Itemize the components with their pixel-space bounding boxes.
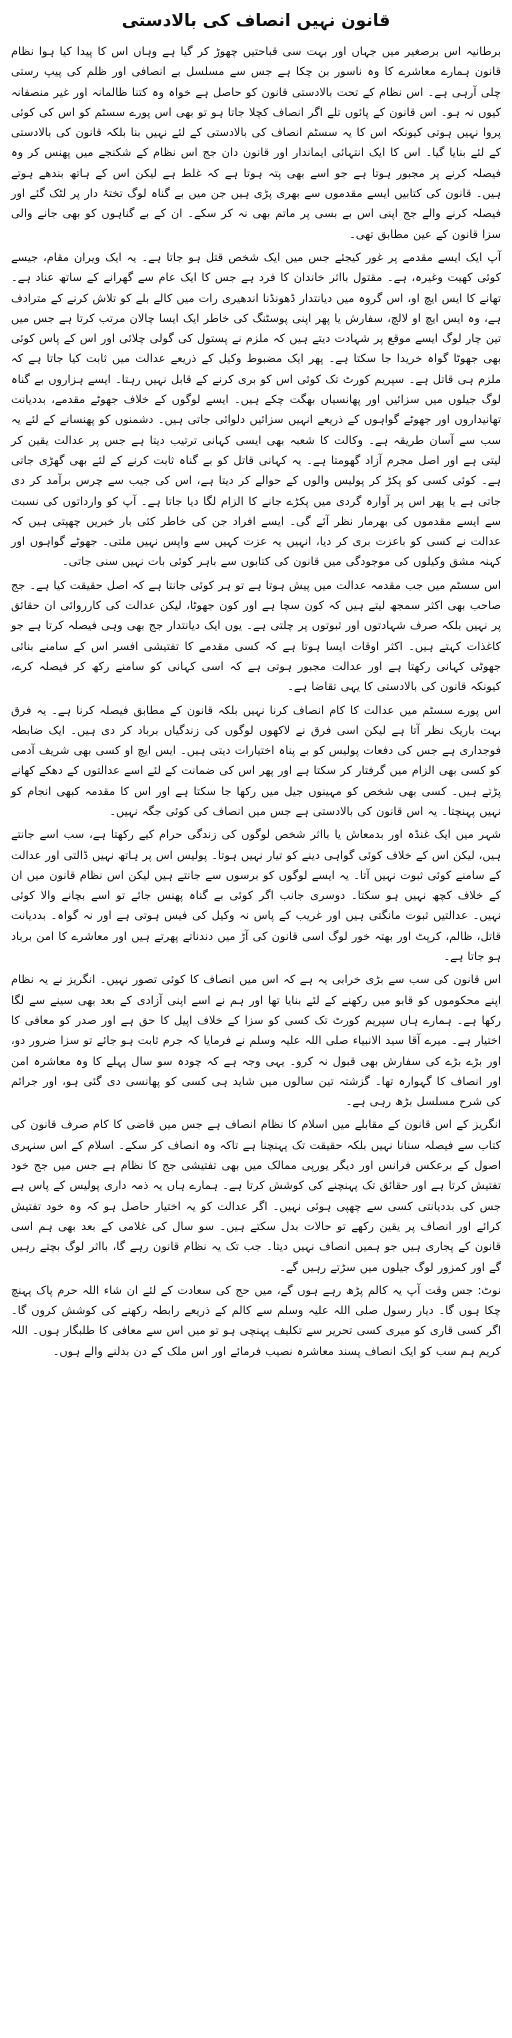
article-paragraph: برطانیہ اس برصغیر میں جہاں اور بہت سی قباحتیں چھوڑ کر گیا ہے وہاں اس کا پیدا کیا ہوا نظام قانون ہمارے معاشرے کا وہ ناسور بن چکا ہے جس سے مسلسل بے انصافی اور ظلم کی پیپ رستی چلی آرہی ہے۔ اس نظام کے تحت بالادستی قانون کو حاصل ہے خواہ وہ کتنا ظالمانہ اور غیر منصفانہ کیوں نہ ہو۔ اس قانون کے پائوں تلے اگر انصاف کچلا جاتا ہو تو بھی اس پورے سسٹم کو اس کی کوئی پروا نہیں ہوتی کیونکہ اس کا یہ سسٹم انصاف کی بالادستی کے لئے نہیں بنا بلکہ قانون کی بالادستی کے لئے بنایا گیا۔ اس کا ایک انتہائی ایماندار اور قانون دان جج اس نظام کے شکنجے میں پھنس کر وہ فیصلہ کرنے پر مجبور ہوتا ہے جو اسے بھی پتہ ہوتا ہے کہ غلط ہے لیکن اس کے ہاتھ بندھے ہوتے ہیں۔ قانون کی کتابیں ایسے مقدموں سے بھری پڑی ہیں جن میں بے گناہ لوگ تختۂ دار پر لٹک گئے اور فیصلہ کرنے والے جج اپنی اس بے بسی پر ماتم بھی نہ کر سکے۔ ان کے بے گناہوں کو بھی جانے والی سزا قانون کے عین مطابق تھی۔ xyxy=(11,45,501,241)
article-paragraph: انگریز کے اس قانون کے مقابلے میں اسلام کا نظام انصاف ہے جس میں قاضی کا کام صرف قانون کی کتاب سے فیصلہ سنانا نہیں بلکہ حقیقت تک پہنچنا ہے تاکہ وہ انصاف کر سکے۔ اسلام کے اس سنہری اصول کے برعکس فرانس اور دیگر یورپی ممالک میں بھی تفتیشی جج کا نظام ہے جس میں جج خود تفتیش کرتا ہے اور حقائق تک پہنچنے کی کوشش کرتا ہے۔ ہمارے ہاں یہ ذمہ داری پولیس کے پاس ہے جس کی بددیانتی کسی سے چھپی ہوئی نہیں۔ اگر عدالت کو یہ اختیار حاصل ہو کہ وہ خود تفتیش کرائے اور انصاف پر یقین رکھے تو حالات بدل سکتے ہیں۔ سو سال کی غلامی کے بعد بھی ہم اسی قانون کے پجاری ہیں جو ہمیں انصاف نہیں دیتا۔ جب تک یہ نظام قانون رہے گا، بااثر لوگ بچتے رہیں گے اور کمزور لوگ جیلوں میں سڑتے رہیں گے۔ xyxy=(11,1118,501,1274)
article-paragraph: اس قانون کی سب سے بڑی خرابی یہ ہے کہ اس میں انصاف کا کوئی تصور نہیں۔ انگریز نے یہ نظام اپنے محکوموں کو قابو میں رکھنے کے لئے بنایا تھا اور ہم نے اسے اپنی آزادی کے بعد بھی سینے سے لگا رکھا ہے۔ ہمارے ہاں سپریم کورٹ تک کسی کو سزا کے خلاف اپیل کا حق ہے اور صدر کو معافی کا اختیار ہے۔ میرے آقا سید الانبیاء صلی اللہ علیہ وسلم نے فرمایا کہ جرم ثابت ہو جائے تو سزا ضرور دو، اور بڑے بڑے کی سفارش بھی قبول نہ کرو۔ یہی وجہ ہے کہ چودہ سو سال پہلے کا وہ معاشرہ امن اور انصاف کا گہوارہ تھا۔ گزشتہ تین سالوں میں شاید ہی کسی کو پھانسی دی گئی ہو، اور جرائم کی شرح مسلسل بڑھ رہی ہے۔ xyxy=(11,973,501,1109)
article-footnote: نوٹ: جس وقت آپ یہ کالم پڑھ رہے ہوں گے، میں حج کی سعادت کے لئے ان شاء اللہ حرم پاک پہنچ چکا ہوں گا۔ دیار رسول صلی اللہ علیہ وسلم سے کالم کے ذریعے رابطہ رکھنے کی کوشش کروں گا۔ اگر کسی قاری کو میری کسی تحریر سے تکلیف پہنچی ہو تو میں اس سے معافی کا طلبگار ہوں۔ اللہ کریم ہم سب کو ایک انصاف پسند معاشرہ نصیب فرمائے اور اس ملک کے دن بدلنے والے ہوں۔ xyxy=(11,1283,501,1358)
article-title: قانون نہیں انصاف کی بالادستی xyxy=(121,11,391,31)
article-paragraph: اس پورے سسٹم میں عدالت کا کام انصاف کرنا نہیں بلکہ قانون کے مطابق فیصلہ کرنا ہے۔ یہ فرق بہت باریک نظر آتا ہے لیکن اسی فرق نے لاکھوں لوگوں کی زندگیاں برباد کر دی ہیں۔ ایک ضابطہ فوجداری ہے جس کی دفعات پولیس کو بے پناہ اختیارات دیتی ہیں۔ ایس ایچ او کسی بھی شریف آدمی کو کسی بھی الزام میں گرفتار کر سکتا ہے اور پھر اس کی ضمانت کے لئے اسے عدالتوں کے دھکے کھانے پڑتے ہیں۔ کسی بھی شخص کو مہینوں جیل میں رکھا جا سکتا ہے اور اس کا مقدمہ کبھی انجام کو نہیں پہنچتا۔ یہ اس قانون کی بالادستی ہے جس میں انصاف کی کوئی جگہ نہیں۔ xyxy=(11,703,501,818)
article-paragraph: اس سسٹم میں جب مقدمہ عدالت میں پیش ہوتا ہے تو ہر کوئی جانتا ہے کہ اصل حقیقت کیا ہے۔ جج صاحب بھی اکثر سمجھ لیتے ہیں کہ کون سچا ہے اور کون جھوٹا، لیکن عدالت کی کارروائی ان حقائق پر نہیں بلکہ صرف شہادتوں اور ثبوتوں پر چلتی ہے۔ یوں ایک دیانتدار جج بھی وہی فیصلہ کرتا ہے جو کاغذات کہتے ہیں۔ اکثر اوقات ایسا ہوتا ہے کہ کسی مقدمے کا تفتیشی افسر اس کے سامنے بنائی جھوٹی کہانی رکھتا ہے اور عدالت مجبور ہوتی ہے کہ اسی کہانی کو سامنے رکھ کر فیصلہ کرے، کیونکہ قانون کی بالادستی کا یہی تقاضا ہے۔ xyxy=(11,578,501,694)
article-paragraph: آپ ایک ایسے مقدمے پر غور کیجئے جس میں ایک شخص قتل ہو جاتا ہے۔ یہ ایک ویران مقام، جیسے کوئی کھیت وغیرہ، ہے۔ مقتول بااثر خاندان کا فرد ہے جس کا ایک عام سے گھرانے کے ساتھ عناد ہے۔ تھانے کا ایس ایچ او، اس گروہ میں دیانتدار ڈھونڈنا اندھیری رات میں کالے بلے کو تلاش کرنے کے مترادف ہے، وہ ایس ایچ او لالچ، سفارش یا پھر اپنی پوسٹنگ کی خاطر ایک ایسا چالان مرتب کرتا ہے جس میں تین چار لوگ ایسے موقع پر شہادت دیتے ہیں کہ ملزم نے پستول کی گولی چلائی اور اس کے پاس کوئی بھی جھوٹا گواہ خریدا جا سکتا ہے۔ پھر ایک مضبوط وکیل کے ذریعے عدالت میں ثابت کیا جاتا ہے کہ ملزم ہی قاتل ہے۔ سپریم کورٹ تک کوئی اس کو بری کرنے کے قابل نہیں رہتا۔ ایسے ہزاروں بے گناہ لوگ جیلوں میں سزائیں اور پھانسیاں بھگت چکے ہیں۔ ایسے لوگوں کے خلاف جھوٹے مقدمے، بددیانت تھانیداروں اور جھوٹے گواہوں کے ذریعے انہیں سزائیں دلوائی جاتی ہیں۔ دشمنوں کو پھنسانے کے لئے یہ سب سے آسان طریقہ ہے۔ وکالت کا شعبہ بھی ایسی کہانی ترتیب دیتا ہے جس پر عدالت یقین کر لیتی ہے اور اصل مجرم آزاد گھومتا ہے۔ یہ کہانی قاتل کو بے گناہ ثابت کرنے کے لئے بھی گھڑی جاتی ہے۔ کوئی کسی کو پکڑ کر پولیس والوں کے حوالے کر دیتا ہے، اس کی جیب سے چرس برآمد کر دی جاتی ہے یا پھر اس پر آوارہ گردی میں پکڑے جانے کا الزام لگا دیا جاتا ہے۔ آپ کو وارداتوں کی نسبت سے ایسے مقدموں کی بھرمار نظر آئے گی۔ ایسے افراد جن کی خاطر کئی بار خبریں چھپتی ہیں کہ عدالت نے کسی کو باعزت بری کر دیا، انہیں یہ عزت کہیں سے واپس نہیں ملتی۔ جھوٹے گواہوں اور کہنہ مشق وکیلوں کی موجودگی میں قانون کی کتابوں سے باہر کوئی بات نہیں سنی جاتی۔ xyxy=(11,250,501,569)
article-paragraph: شہر میں ایک غنڈہ اور بدمعاش یا بااثر شخص لوگوں کی زندگی حرام کیے رکھتا ہے، سب اسے جانتے ہیں، لیکن اس کے خلاف کوئی گواہی دینے کو تیار نہیں ہوتا۔ پولیس اس پر ہاتھ نہیں ڈالتی اور عدالت کے سامنے کوئی ثبوت نہیں آتا۔ یہ ایسے لوگوں کو برسوں سے جانتے ہیں لیکن اس نظام قانون میں ان کے خلاف کچھ نہیں ہو سکتا۔ دوسری جانب اگر کوئی بے گناہ پھنس جائے تو اسے بچانے والا کوئی نہیں۔ عدالتیں ثبوت مانگتی ہیں اور غریب کے پاس نہ وکیل کی فیس ہوتی ہے اور نہ گواہ۔ بددیانت قاتل، ظالم، کرپٹ اور بھتہ خور لوگ اسی قانون کی آڑ میں دندناتے پھرتے ہیں اور معاشرے کا امن برباد ہو جاتا ہے۔ xyxy=(11,828,501,964)
